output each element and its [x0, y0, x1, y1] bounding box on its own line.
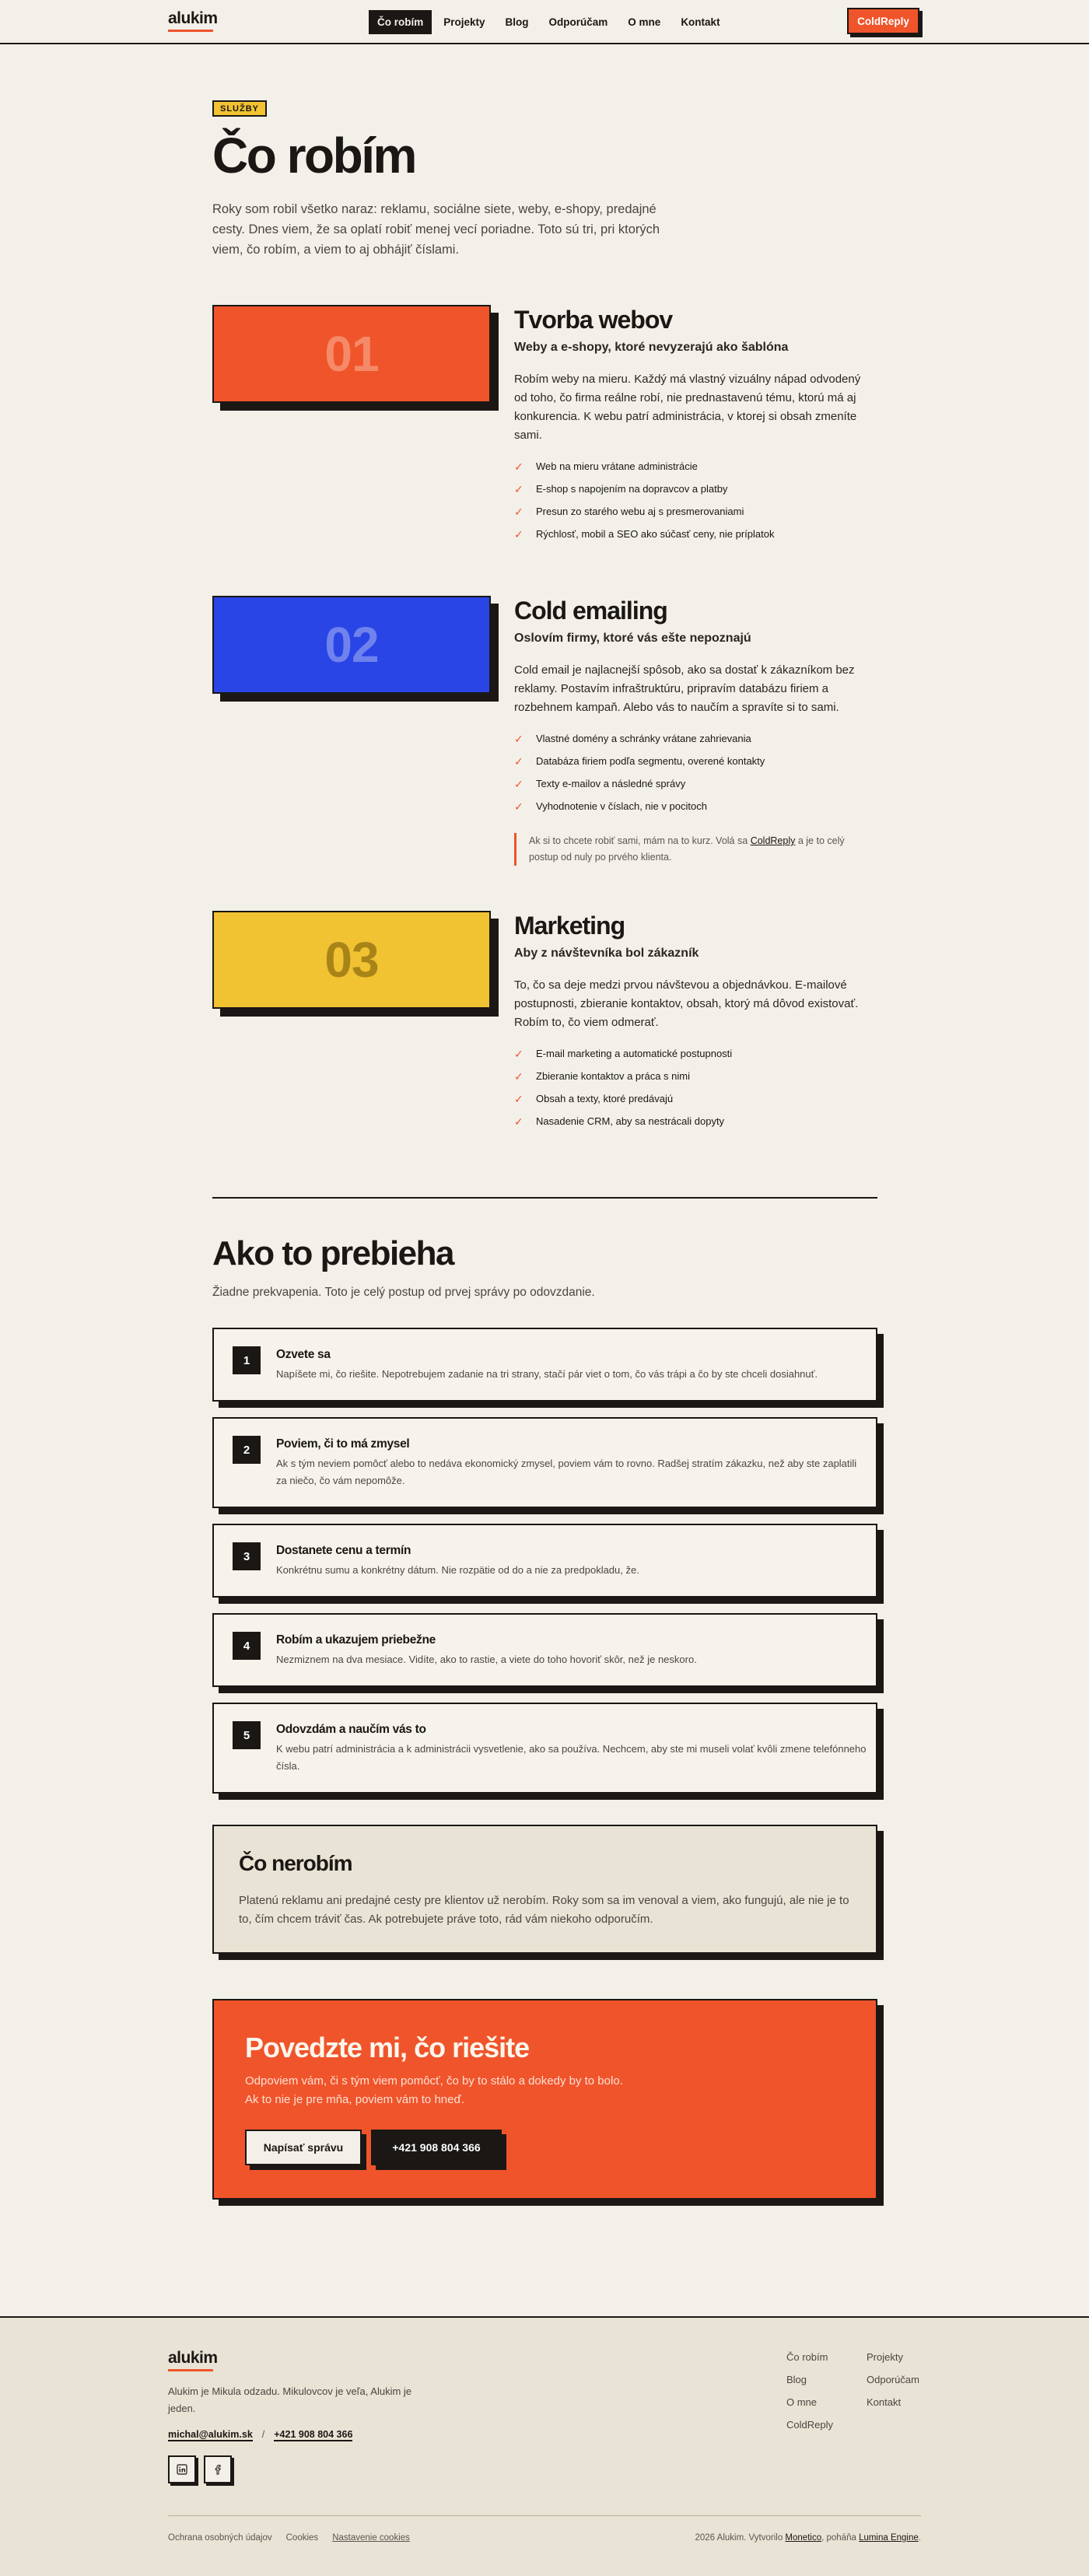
- service-web: [212, 305, 877, 551]
- footer-nav-col-1: [786, 2351, 833, 2441]
- step-number: 4: [233, 1632, 261, 1660]
- facebook-icon: [212, 2464, 223, 2475]
- section-divider: [212, 1197, 877, 1199]
- linkedin-icon: [177, 2464, 187, 2475]
- footer-logo[interactable]: [168, 2349, 218, 2371]
- footer-description: Alukim je Mikula odzadu. Mikulovcov je veľa, Alukim je jeden.: [168, 2385, 412, 2414]
- feature-item: [514, 755, 872, 768]
- service-body: [514, 596, 872, 866]
- footer-link-blog[interactable]: Blog: [786, 2374, 807, 2385]
- not-doing-title: Čo nerobím: [239, 1851, 352, 1875]
- coldreply-link[interactable]: [751, 835, 796, 846]
- service-feature-list: [514, 733, 872, 813]
- hero-section: [212, 44, 877, 260]
- feature-label: E-mail marketing a automatické postupnosti: [536, 1048, 733, 1059]
- write-message-button[interactable]: Napísať správu: [245, 2130, 362, 2165]
- service-title: Cold emailing: [514, 597, 667, 625]
- not-doing-box: [212, 1825, 877, 1954]
- check-icon: ✓: [514, 755, 523, 768]
- step-number: 1: [233, 1346, 261, 1374]
- feature-label: Nasadenie CRM, aby sa nestrácali dopyty: [536, 1115, 725, 1127]
- site-logo[interactable]: [168, 9, 218, 32]
- feature-label: Rýchlosť, mobil a SEO ako súčasť ceny, nie príplatok: [536, 528, 775, 540]
- copyright: [695, 2533, 922, 2543]
- step-body: [276, 1436, 867, 1489]
- process-steps: [212, 1328, 877, 1794]
- service-subtitle: Aby z návštevníka bol zákazník: [514, 947, 699, 960]
- footer-email-link[interactable]: [168, 2429, 253, 2440]
- footer-link-coldreply[interactable]: ColdReply: [786, 2419, 833, 2431]
- service-body: [514, 305, 872, 551]
- call-phone-button[interactable]: +421 908 804 366: [371, 2130, 502, 2165]
- service-body: [514, 911, 872, 1138]
- footer-link-o-mne[interactable]: O mne: [786, 2396, 818, 2408]
- service-title: Marketing: [514, 912, 625, 940]
- feature-label: Zbieranie kontaktov a práca s nimi: [536, 1070, 690, 1082]
- process-step: [212, 1417, 877, 1508]
- social-links: [168, 2455, 232, 2483]
- check-icon: ✓: [514, 483, 523, 495]
- check-icon: ✓: [514, 778, 523, 790]
- service-number-box: 01: [212, 305, 491, 403]
- process-step: [212, 1703, 877, 1794]
- footer-phone-link[interactable]: [274, 2429, 352, 2440]
- footer-nav-col-2: [867, 2351, 919, 2419]
- main-nav: [369, 10, 729, 34]
- step-title: Ozvete sa: [276, 1348, 331, 1361]
- feature-label: Web na mieru vrátane administrácie: [536, 460, 698, 472]
- check-icon: ✓: [514, 1093, 523, 1105]
- feature-label: Databáza firiem podľa segmentu, overené kontakty: [536, 755, 765, 767]
- nav-item-o-mne[interactable]: O mne: [628, 16, 661, 28]
- footer-logo-text: alukim: [168, 2349, 218, 2367]
- footer-divider: [168, 2515, 921, 2516]
- legal-links: [168, 2533, 410, 2543]
- nav-item-odporucam[interactable]: Odporúčam: [548, 16, 608, 28]
- feature-item: [514, 528, 872, 541]
- service-number-box: 03: [212, 911, 491, 1009]
- service-text: Robím weby na mieru. Každý má vlastný vizuálny nápad odvodený od toho, čo firma reálne robí, nie prednastavenú tému, ktorú má aj konkurencia. K webu patrí administrácia, v ktorej si obsah zmeníte sami.: [514, 373, 861, 442]
- footer-email: michal@alukim.sk: [168, 2429, 253, 2440]
- step-title: Robím a ukazujem priebežne: [276, 1633, 436, 1647]
- contact-text: [245, 2072, 845, 2109]
- service-subtitle: Oslovím firmy, ktoré vás ešte nepoznajú: [514, 632, 751, 645]
- coldreply-link-label: ColdReply: [750, 835, 796, 846]
- service-title: Tvorba webov: [514, 306, 673, 334]
- feature-label: Texty e-mailov a následné správy: [536, 778, 686, 789]
- course-note: [514, 833, 872, 866]
- feature-item: [514, 1048, 872, 1060]
- nav-item-blog[interactable]: Blog: [505, 16, 529, 28]
- contact-title: Povedzte mi, čo riešite: [245, 2032, 530, 2063]
- feature-item: [514, 1115, 872, 1128]
- step-text: Konkrétnu sumu a konkrétny dátum. Nie rozpätie od do a nie za predpokladu, že.: [276, 1564, 639, 1576]
- site-footer: [0, 2316, 1089, 2576]
- linkedin-link[interactable]: [168, 2455, 196, 2483]
- footer-link-co-robim[interactable]: Čo robím: [786, 2351, 828, 2363]
- service-cold-emailing: [212, 596, 877, 866]
- feature-label: Presun zo starého webu aj s presmerovaniami: [536, 506, 744, 517]
- cookie-settings-link[interactable]: Nastavenie cookies: [332, 2533, 410, 2543]
- privacy-link[interactable]: Ochrana osobných údajov: [168, 2533, 272, 2543]
- contact-separator: /: [261, 2429, 265, 2440]
- footer-link-odporucam[interactable]: Odporúčam: [867, 2374, 919, 2385]
- nav-item-projekty[interactable]: Projekty: [443, 16, 485, 28]
- check-icon: ✓: [514, 1048, 523, 1060]
- main-content: [212, 44, 877, 2200]
- step-body: [276, 1346, 867, 1383]
- service-feature-list: [514, 460, 872, 541]
- check-icon: ✓: [514, 733, 523, 745]
- nav-item-co-robim[interactable]: Čo robím: [369, 10, 432, 34]
- step-text: K webu patrí administrácia a k administrácii vysvetlenie, ako sa používa. Nechcem, aby ste mi museli volať kvôli zmene telefónneho čísla.: [276, 1743, 867, 1772]
- step-number: 3: [233, 1542, 261, 1570]
- feature-label: E-shop s napojením na dopravcov a platby: [536, 483, 728, 495]
- contact-line-1: Odpoviem vám, či s tým viem pomôcť, čo by to stálo a dokedy by to bolo.: [245, 2074, 623, 2088]
- site-header: [0, 0, 1089, 44]
- lumina-engine-link[interactable]: Lumina Engine: [859, 2533, 919, 2543]
- step-title: Poviem, či to má zmysel: [276, 1437, 410, 1451]
- service-text: Cold email je najlacnejší spôsob, ako sa dostať k zákazníkom bez reklamy. Postavím infraštruktúru, pripravím databázu firiem a rozbehnem kampaň. Alebo vás to naučím a spravíte si to sami.: [514, 663, 855, 714]
- feature-item: [514, 506, 872, 518]
- page-title: Čo robím: [212, 128, 415, 184]
- feature-label: Vyhodnotenie v číslach, nie v pocitoch: [536, 800, 707, 812]
- check-icon: ✓: [514, 528, 523, 541]
- contact-cta-box: [212, 1999, 877, 2200]
- service-text: To, čo sa deje medzi prvou návštevou a objednávkou. E-mailové postupnosti, zbieranie kontaktov, obsah, ktorý má dôvod existovať. Robím to, čo viem odmerať.: [514, 978, 859, 1029]
- note-text-before: Ak si to chcete robiť sami, mám na to kurz. Volá sa: [529, 835, 748, 846]
- footer-contact: [168, 2429, 352, 2440]
- feature-label: Vlastné domény a schránky vrátane zahrievania: [536, 733, 751, 744]
- service-feature-list: [514, 1048, 872, 1128]
- logo-text: alukim: [168, 9, 218, 27]
- check-icon: ✓: [514, 1070, 523, 1083]
- service-marketing: [212, 911, 877, 1138]
- footer-phone: +421 908 804 366: [274, 2429, 353, 2440]
- process-step: [212, 1613, 877, 1687]
- feature-item: [514, 460, 872, 473]
- cookies-link[interactable]: Cookies: [285, 2533, 319, 2543]
- not-doing-text: Platenú reklamu ani predajné cesty pre klientov už nerobím. Roky som sa im venoval a viem, ako fungujú, ale nie je to to, čím chcem tráviť čas. Ak potrebujete práve toto, rád vám niekoho odporučím.: [239, 1894, 849, 1926]
- step-text: Nezmiznem na dva mesiace. Vidíte, ako to rastie, a viete do toho hovoriť skôr, než je neskoro.: [276, 1654, 697, 1665]
- monetico-link[interactable]: Monetico: [785, 2533, 822, 2543]
- step-title: Odovzdám a naučím vás to: [276, 1723, 426, 1736]
- service-number-box: 02: [212, 596, 491, 694]
- feature-label: Obsah a texty, ktoré predávajú: [536, 1093, 674, 1104]
- footer-link-kontakt[interactable]: Kontakt: [867, 2396, 902, 2408]
- step-text: Napíšete mi, čo riešite. Nepotrebujem zadanie na tri strany, stačí pár viet o tom, čo vás trápi a čo by ste chceli dosiahnuť.: [276, 1368, 818, 1380]
- feature-item: [514, 483, 872, 495]
- feature-item: [514, 800, 872, 813]
- step-number: 5: [233, 1721, 261, 1749]
- copyright-text: 2026 Alukim. Vytvorilo: [695, 2533, 783, 2543]
- step-title: Dostanete cenu a termín: [276, 1544, 411, 1557]
- process-section: [212, 1233, 877, 1794]
- section-tag: SLUŽBY: [212, 100, 267, 117]
- coldreply-button[interactable]: ColdReply: [847, 8, 919, 34]
- process-step: [212, 1524, 877, 1598]
- feature-item: [514, 1093, 872, 1105]
- copyright-mid: , poháňa: [821, 2533, 856, 2543]
- logo-underline: [168, 2369, 213, 2371]
- feature-item: [514, 733, 872, 745]
- footer-link-projekty[interactable]: Projekty: [867, 2351, 903, 2363]
- process-step: [212, 1328, 877, 1402]
- feature-item: [514, 1070, 872, 1083]
- step-body: [276, 1721, 867, 1775]
- note-text-after: a je to celý postup od nuly po prvého klienta.: [529, 835, 845, 863]
- step-number: 2: [233, 1436, 261, 1464]
- hero-intro: Roky som robil všetko naraz: reklamu, sociálne siete, weby, e-shopy, predajné cesty. Dnes viem, že sa oplatí robiť menej vecí poriadne. Toto sú tri, pri ktorých viem, čo robím, a viem to aj obhájiť číslami.: [212, 202, 660, 257]
- check-icon: ✓: [514, 460, 523, 473]
- step-body: [276, 1542, 867, 1579]
- logo-underline: [168, 30, 213, 32]
- contact-line-2: Ak to nie je pre mňa, poviem vám to hneď.: [245, 2093, 464, 2106]
- step-body: [276, 1632, 867, 1668]
- contact-buttons: [245, 2130, 845, 2165]
- step-text: Ak s tým neviem pomôcť alebo to nedáva ekonomický zmysel, poviem vám to rovno. Radšej stratím zákazku, než aby ste zaplatili za niečo, čo vám nepomôže.: [276, 1458, 857, 1486]
- nav-item-kontakt[interactable]: Kontakt: [681, 16, 720, 28]
- feature-item: [514, 778, 872, 790]
- check-icon: ✓: [514, 800, 523, 813]
- check-icon: ✓: [514, 1115, 523, 1128]
- service-subtitle: Weby a e-shopy, ktoré nevyzerajú ako šablóna: [514, 341, 789, 354]
- process-title: Ako to prebieha: [212, 1234, 453, 1272]
- check-icon: ✓: [514, 506, 523, 518]
- copyright-end: .: [918, 2533, 921, 2543]
- facebook-link[interactable]: [204, 2455, 232, 2483]
- process-subtitle: Žiadne prekvapenia. Toto je celý postup od prvej správy po odovzdanie.: [212, 1286, 595, 1299]
